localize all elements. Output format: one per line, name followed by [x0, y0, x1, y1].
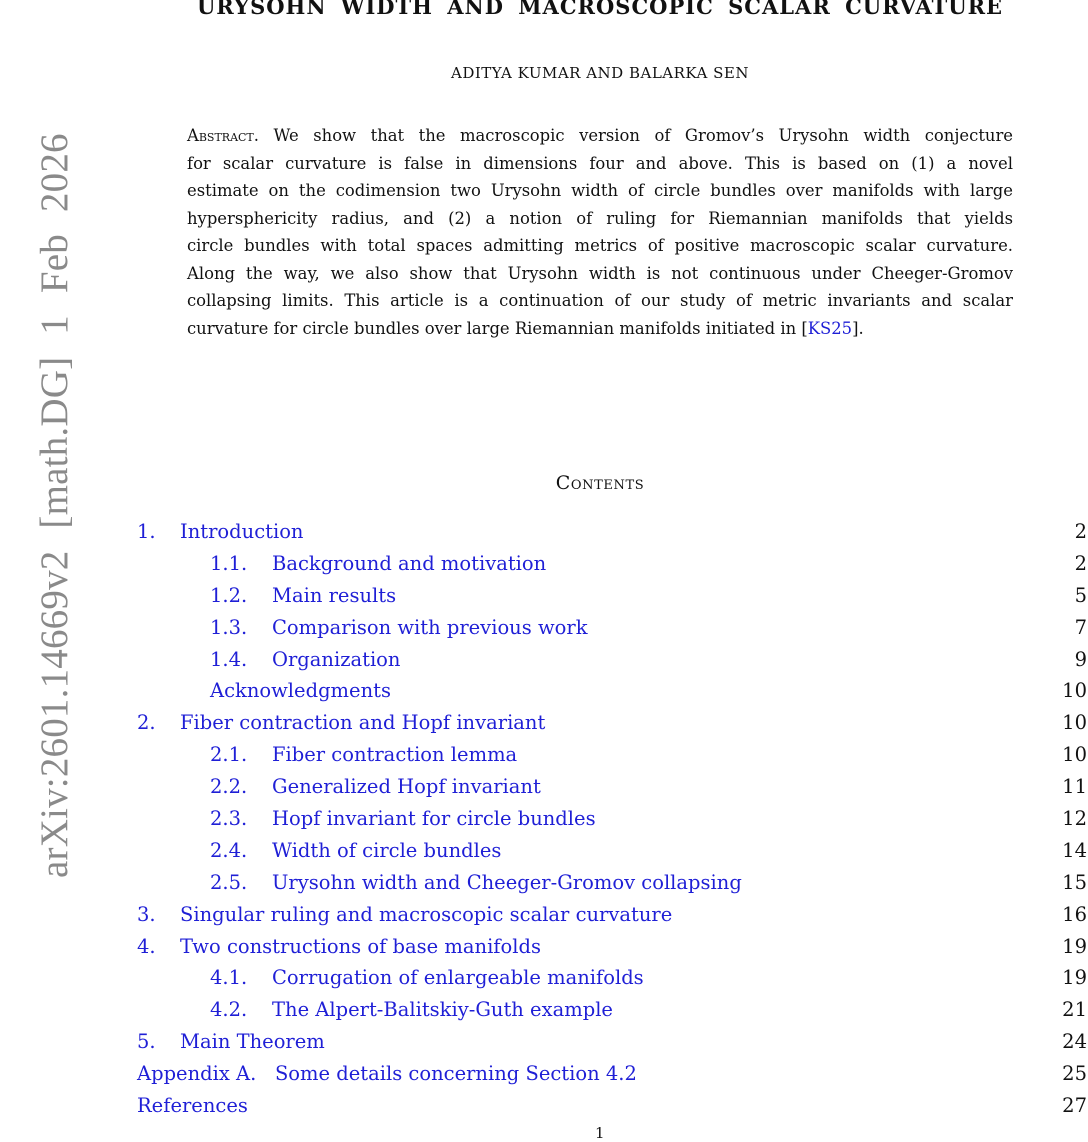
abstract-line: hypersphericity radius, and (2) a notion of ruling for Riemannian manifolds that yields: [187, 208, 1013, 228]
table-of-contents: [137, 518, 1087, 1124]
toc-link[interactable]: Urysohn width and Cheeger-Gromov collapsing: [272, 870, 742, 894]
toc-link[interactable]: References: [137, 1094, 248, 1118]
toc-page: 10: [1062, 711, 1087, 735]
toc-number[interactable]: 5.: [137, 1030, 156, 1054]
toc-link[interactable]: Acknowledgments: [210, 679, 391, 703]
toc-page: 12: [1062, 807, 1087, 831]
toc-entry[interactable]: [137, 550, 1087, 582]
toc-entry[interactable]: [137, 901, 1087, 933]
toc-page: 21: [1062, 998, 1087, 1022]
toc-number[interactable]: 4.2.: [210, 998, 248, 1022]
toc-page: 2: [1074, 551, 1087, 575]
toc-entry[interactable]: [137, 837, 1087, 869]
toc-link[interactable]: Fiber contraction and Hopf invariant: [180, 711, 546, 735]
toc-entry[interactable]: [137, 1028, 1087, 1060]
abstract-line: for scalar curvature is false in dimensions four and above. This is based on (1) a novel: [187, 153, 1013, 173]
toc-page: 7: [1074, 615, 1087, 639]
toc-number[interactable]: 4.: [137, 934, 156, 958]
toc-page: 16: [1062, 902, 1087, 926]
toc-page: 9: [1074, 647, 1087, 671]
toc-page: 11: [1062, 775, 1087, 799]
abstract-line: collapsing limits. This article is a continuation of our study of metric invariants and scalar: [187, 291, 1013, 310]
toc-entry[interactable]: [137, 869, 1087, 901]
toc-entry[interactable]: [137, 773, 1087, 805]
toc-link[interactable]: Width of circle bundles: [272, 838, 502, 862]
toc-number[interactable]: 1.: [137, 520, 156, 543]
paper-title: URYSOHN WIDTH AND MACROSCOPIC SCALAR CURVATURE: [196, 0, 1004, 19]
toc-number[interactable]: 3.: [137, 902, 156, 926]
authors: ADITYA KUMAR AND BALARKA SEN: [451, 64, 749, 82]
toc-link[interactable]: Appendix A. Some details concerning Section 4.2: [137, 1062, 637, 1086]
toc-link[interactable]: The Alpert-Balitskiy-Guth example: [272, 998, 613, 1022]
toc-entry[interactable]: [137, 805, 1087, 837]
toc-link[interactable]: Main results: [272, 583, 397, 607]
toc-page: 15: [1062, 870, 1087, 894]
toc-link[interactable]: Background and motivation: [272, 551, 547, 575]
abstract-label: Abstract.: [187, 126, 259, 145]
citation-link[interactable]: KS25: [807, 318, 853, 338]
abstract-line: Abstract. We show that the macroscopic version of Gromov’s Urysohn width conjecture: [187, 126, 1013, 145]
toc-page: 19: [1062, 966, 1087, 990]
toc-number[interactable]: 1.4.: [210, 647, 248, 671]
abstract-line: circle bundles with total spaces admitting metrics of positive macroscopic scalar curvature.: [187, 236, 1013, 255]
toc-number[interactable]: 2.4.: [210, 838, 248, 862]
toc-entry[interactable]: [137, 677, 1087, 709]
toc-number[interactable]: 2.1.: [210, 743, 248, 767]
toc-entry[interactable]: [137, 933, 1087, 965]
toc-entry[interactable]: [137, 964, 1087, 996]
toc-page: 25: [1062, 1062, 1087, 1086]
toc-link[interactable]: Two constructions of base manifolds: [180, 934, 541, 958]
toc-entry[interactable]: [137, 1060, 1087, 1092]
toc-entry[interactable]: [137, 582, 1087, 614]
toc-page: 24: [1062, 1030, 1087, 1054]
toc-number[interactable]: 2.3.: [210, 807, 248, 831]
toc-number[interactable]: 2.2.: [210, 775, 248, 799]
toc-entry[interactable]: [137, 741, 1087, 773]
toc-link[interactable]: Introduction: [180, 520, 304, 543]
abstract: [187, 122, 1013, 342]
toc-link[interactable]: Organization: [272, 647, 401, 671]
contents-heading: Contents: [555, 472, 645, 494]
toc-entry[interactable]: [137, 996, 1087, 1028]
toc-number[interactable]: 1.3.: [210, 615, 248, 639]
arxiv-identifier: arXiv:2601.14669v2 [math.DG] 1 Feb 2026: [33, 133, 76, 878]
toc-link[interactable]: Main Theorem: [180, 1030, 325, 1054]
toc-link[interactable]: Corrugation of enlargeable manifolds: [272, 966, 644, 990]
toc-page: 27: [1062, 1094, 1087, 1118]
toc-number[interactable]: 1.1.: [210, 551, 248, 575]
abstract-line: Along the way, we also show that Urysohn width is not continuous under Cheeger-Gromov: [187, 263, 1013, 283]
toc-link[interactable]: Singular ruling and macroscopic scalar curvature: [180, 902, 673, 926]
abstract-line: curvature for circle bundles over large Riemannian manifolds initiated in [KS25].: [187, 318, 864, 338]
toc-entry[interactable]: [137, 646, 1087, 678]
toc-link[interactable]: Hopf invariant for circle bundles: [272, 807, 596, 831]
toc-page: 2: [1074, 520, 1087, 543]
toc-entry[interactable]: [137, 518, 1087, 550]
toc-page: 10: [1062, 743, 1087, 767]
toc-link[interactable]: Comparison with previous work: [272, 615, 588, 639]
toc-page: 19: [1062, 934, 1087, 958]
toc-link[interactable]: Fiber contraction lemma: [272, 743, 518, 767]
toc-link[interactable]: Generalized Hopf invariant: [272, 775, 541, 799]
toc-page: 10: [1062, 679, 1087, 703]
toc-number[interactable]: 4.1.: [210, 966, 248, 990]
toc-page: 14: [1062, 838, 1087, 862]
toc-page: 5: [1074, 583, 1087, 607]
toc-entry[interactable]: [137, 709, 1087, 741]
abstract-line: estimate on the codimension two Urysohn width of circle bundles over manifolds with large: [187, 181, 1013, 200]
toc-entry[interactable]: [137, 1092, 1087, 1124]
page-number: 1: [595, 1124, 605, 1142]
toc-number[interactable]: 2.: [137, 711, 156, 735]
toc-entry[interactable]: [137, 614, 1087, 646]
toc-number[interactable]: 1.2.: [210, 583, 248, 607]
toc-number[interactable]: 2.5.: [210, 870, 248, 894]
